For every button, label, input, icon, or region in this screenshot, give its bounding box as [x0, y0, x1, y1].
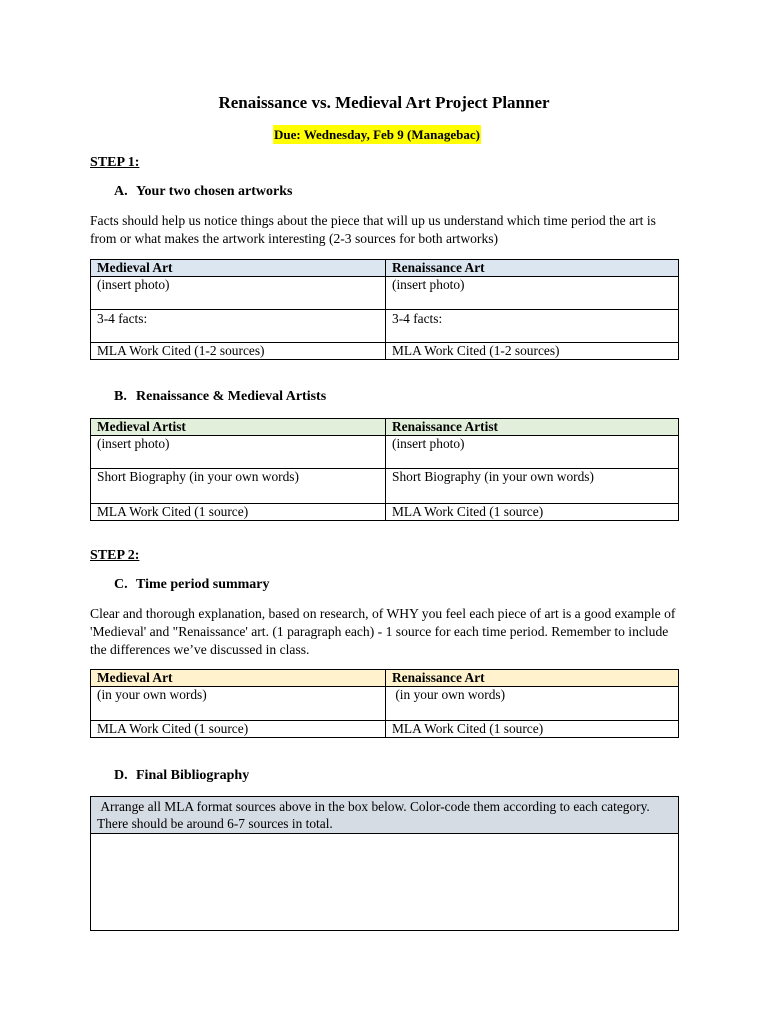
- section-a-heading: [114, 184, 292, 200]
- bibliography-instructions: Arrange all MLA format sources above in the box below. Color-code them according to each category. There should be around 6-7 sources in total.: [91, 797, 678, 834]
- table-header-row: [91, 670, 679, 687]
- section-c-heading: [114, 577, 270, 593]
- table-cell[interactable]: (insert photo): [386, 277, 679, 310]
- table-row: [91, 687, 679, 721]
- header-renaissance-artist: Renaissance Artist: [386, 419, 679, 436]
- table-header-row: [91, 260, 679, 277]
- table-row: [91, 469, 679, 504]
- section-b-letter: B.: [114, 389, 127, 404]
- section-b-heading: [114, 389, 326, 405]
- section-c-letter: C.: [114, 577, 128, 592]
- table-cell[interactable]: (insert photo): [386, 436, 679, 469]
- section-d-heading: [114, 768, 249, 784]
- page-title: Renaissance vs. Medieval Art Project Planner: [218, 93, 550, 112]
- table-row: [91, 436, 679, 469]
- table-row: [91, 343, 679, 360]
- table-cell[interactable]: MLA Work Cited (1 source): [386, 504, 679, 521]
- header-renaissance-art: Renaissance Art: [386, 670, 679, 687]
- table-row: [91, 721, 679, 738]
- table-cell[interactable]: MLA Work Cited (1-2 sources): [386, 343, 679, 360]
- section-c-title: Time period summary: [136, 577, 270, 592]
- table-cell[interactable]: 3-4 facts:: [386, 310, 679, 343]
- table-row: [91, 310, 679, 343]
- table-cell[interactable]: MLA Work Cited (1-2 sources): [91, 343, 386, 360]
- header-medieval-artist: Medieval Artist: [91, 419, 386, 436]
- table-cell[interactable]: (insert photo): [91, 277, 386, 310]
- table-cell[interactable]: MLA Work Cited (1 source): [91, 721, 386, 738]
- bibliography-box: [90, 796, 679, 931]
- table-cell[interactable]: 3-4 facts:: [91, 310, 386, 343]
- table-cell[interactable]: (in your own words): [386, 687, 679, 721]
- table-row: [91, 277, 679, 310]
- header-renaissance-art: Renaissance Art: [386, 260, 679, 277]
- section-a-intro: Facts should help us notice things about the piece that will up us understand which time period the art is from or what makes the artwork interesting (2-3 sources for both artworks): [90, 213, 656, 246]
- bibliography-entry-area[interactable]: [91, 834, 678, 930]
- artworks-table: [90, 259, 679, 360]
- step-1-heading: STEP 1:: [90, 155, 140, 170]
- step-2-heading: STEP 2:: [90, 548, 140, 563]
- time-period-table: [90, 669, 679, 738]
- table-cell[interactable]: MLA Work Cited (1 source): [386, 721, 679, 738]
- section-a-letter: A.: [114, 184, 128, 199]
- table-cell[interactable]: (in your own words): [91, 687, 386, 721]
- section-d-title: Final Bibliography: [136, 768, 250, 783]
- table-cell[interactable]: (insert photo): [91, 436, 386, 469]
- due-date-highlight: Due: Wednesday, Feb 9 (Managebac): [274, 127, 480, 142]
- table-row: [91, 504, 679, 521]
- table-header-row: [91, 419, 679, 436]
- section-c-intro: Clear and thorough explanation, based on research, of WHY you feel each piece of art is a good example of 'Medieval' and "Renaissance' art. (1 paragraph each) - 1 source for each time period. Remember to include the differences we’ve discussed in class.: [90, 606, 676, 657]
- table-cell[interactable]: Short Biography (in your own words): [91, 469, 386, 504]
- header-medieval-art: Medieval Art: [91, 260, 386, 277]
- artists-table: [90, 418, 679, 521]
- section-a-title: Your two chosen artworks: [136, 184, 293, 199]
- section-b-title: Renaissance & Medieval Artists: [136, 389, 327, 404]
- table-cell[interactable]: Short Biography (in your own words): [386, 469, 679, 504]
- section-d-letter: D.: [114, 768, 128, 783]
- header-medieval-art: Medieval Art: [91, 670, 386, 687]
- table-cell[interactable]: MLA Work Cited (1 source): [91, 504, 386, 521]
